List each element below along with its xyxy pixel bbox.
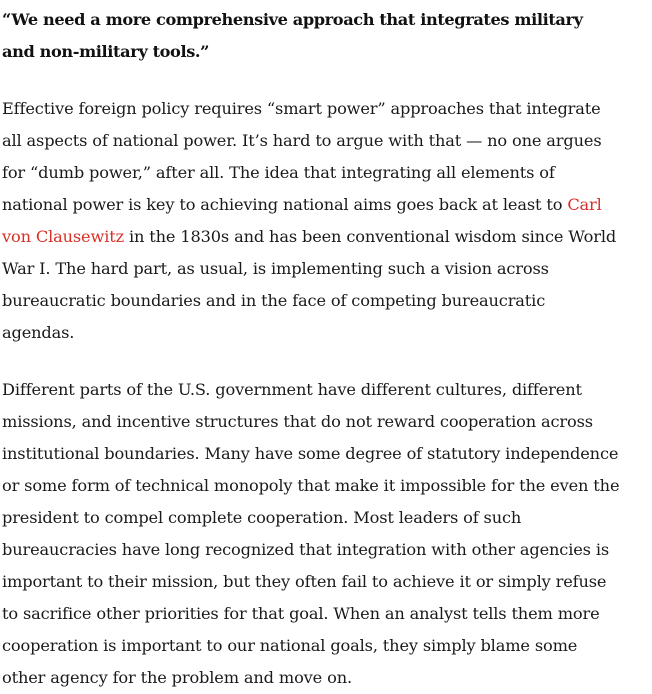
section-heading: “We need a more comprehensive approach that integrates military and non-military tools.” <box>2 10 583 61</box>
paragraph-text: Effective foreign policy requires “smart power” approaches that integrate all aspects of national power. It’s hard to argue with that — no one argues for “dumb power,” after all. The idea that integrating all elements of national power is key to achieving national aims goes back at least to <box>2 99 602 214</box>
clausewitz-link[interactable]: Carl von Clausewitz <box>2 195 602 246</box>
paragraph-text: in the 1830s and has been conventional wisdom since World War I. The hard part, as usual, is implementing such a vision across bureaucratic boundaries and in the face of competing bureaucratic agendas. <box>2 227 617 342</box>
paragraph-bureaucracy: Different parts of the U.S. government have different cultures, different missions, and incentive structures that do not reward cooperation across institutional boundaries. Many have some degree of statutory independence or some form of technical monopoly that make it impossible for the even the president to compel complete cooperation. Most leaders of such bureaucracies have long recognized that integration with other agencies is important to their mission, but they often fail to achieve it or simply refuse to sacrifice other priorities for that goal. When an analyst tells them more cooperation is important to our national goals, they simply blame some other agency for the problem and move on. <box>2 380 620 687</box>
article-body <box>2 4 620 694</box>
paragraph-smart-power <box>2 93 620 349</box>
